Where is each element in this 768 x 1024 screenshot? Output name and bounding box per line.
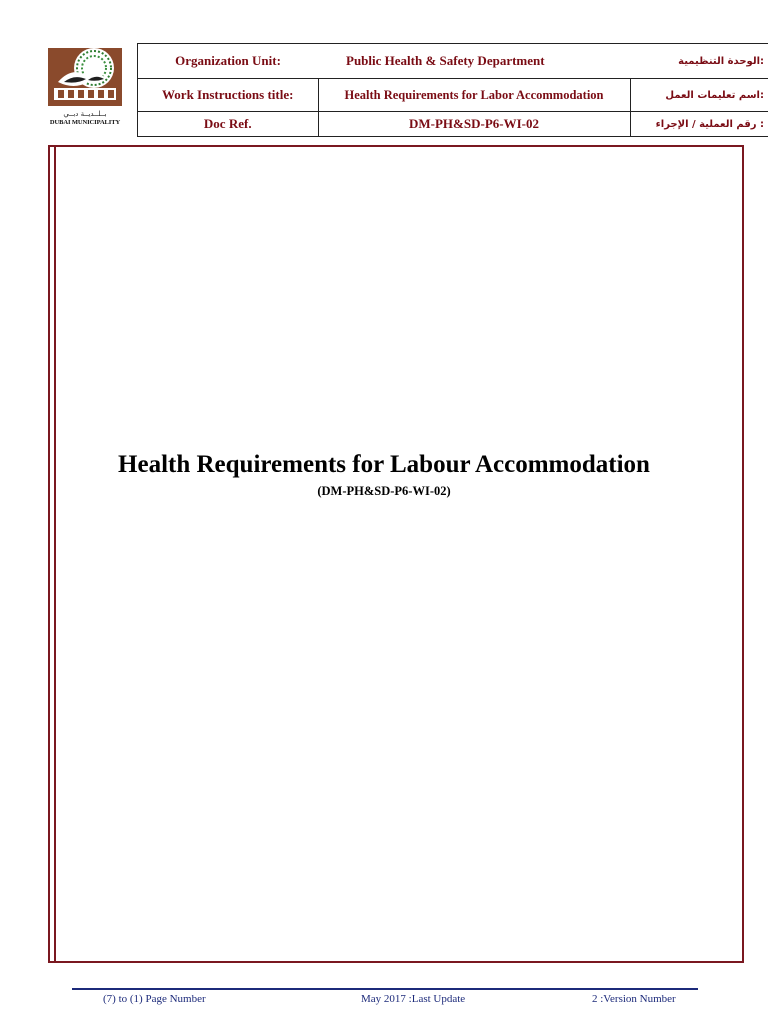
title-value: Health Requirements for Labor Accommodation — [318, 79, 630, 112]
dubai-municipality-logo — [44, 44, 126, 130]
org-unit-value: Public Health & Safety Department — [318, 44, 630, 79]
document-header-table — [137, 43, 768, 137]
logo-emblem-icon — [44, 44, 126, 110]
org-unit-row — [138, 44, 768, 79]
org-unit-label: Organization Unit: — [138, 44, 319, 79]
footer-version-number: 2 :Version Number — [592, 993, 676, 1005]
title-label: Work Instructions title: — [138, 79, 319, 112]
title-arabic: اسم تعليمات العمل: — [630, 79, 768, 112]
doc-ref-row — [138, 112, 768, 137]
document-title: Health Requirements for Labour Accommodation — [118, 451, 650, 478]
footer-divider — [72, 988, 698, 990]
footer-page-number: (7) to (1) Page Number — [103, 993, 206, 1005]
cover-frame — [48, 145, 744, 963]
logo-arabic-text: بــلــديــة دبــي — [63, 110, 107, 118]
cover-frame-inner-line — [54, 147, 56, 961]
document-subtitle: (DM-PH&SD-P6-WI-02) — [317, 484, 451, 498]
doc-ref-arabic: رقم العملية / الإجراء : — [630, 112, 768, 137]
footer-last-update: May 2017 :Last Update — [361, 993, 466, 1005]
title-row — [138, 79, 768, 112]
doc-ref-value: DM-PH&SD-P6-WI-02 — [318, 112, 630, 137]
logo-english-text: DUBAI MUNICIPALITY — [49, 119, 121, 126]
doc-ref-label: Doc Ref. — [138, 112, 319, 137]
org-unit-arabic: الوحدة التنظيمية: — [630, 44, 768, 79]
